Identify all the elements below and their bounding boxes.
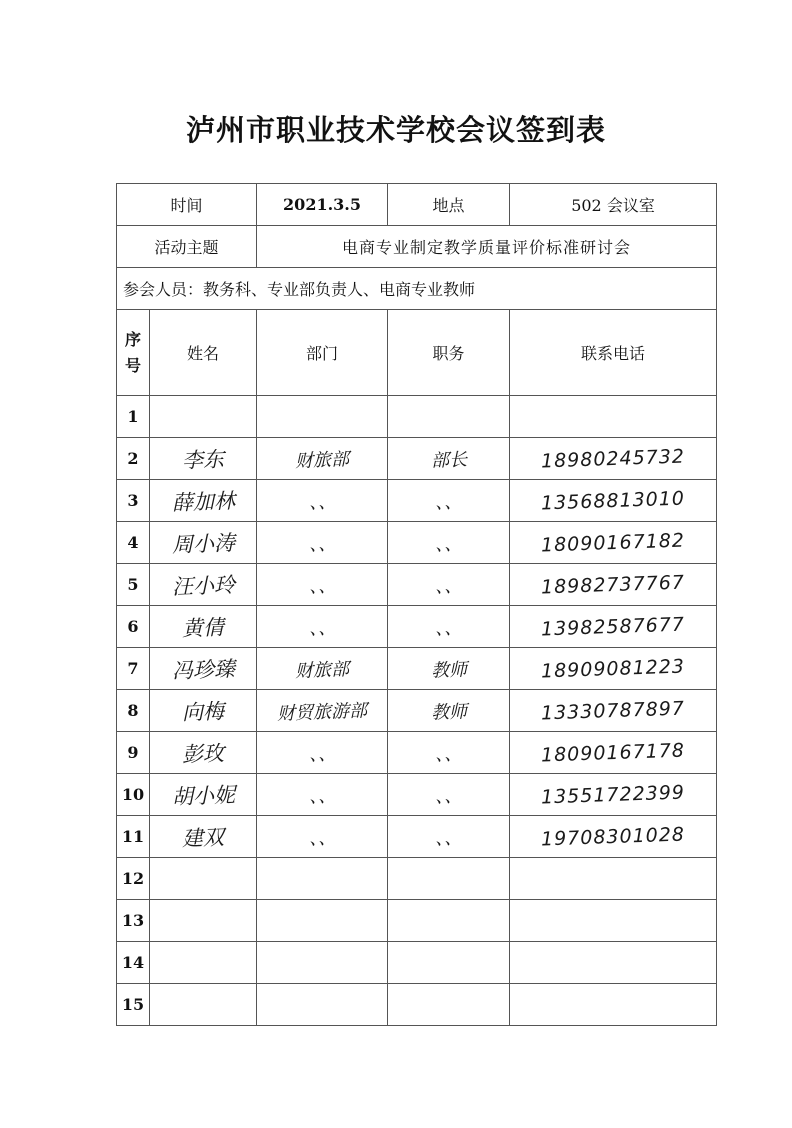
table-row [117,774,717,816]
department-cell [257,900,388,942]
department-cell [257,732,388,774]
row-number-cell [117,774,150,816]
department-cell [257,564,388,606]
attendees-cell [117,268,717,310]
place-value: 502 会议室 [510,184,717,226]
col-seq-header-line-2: 号 [124,355,141,375]
role: 部长 [430,448,467,472]
column-header-row [117,310,717,396]
signature-name: 彭玫 [181,740,225,767]
role-cell [388,900,510,942]
signature-name: 周小涛 [171,530,235,557]
row-number: 1 [127,407,139,426]
role: 教师 [430,658,467,682]
row-number: 13 [121,911,145,930]
department: 、、 [308,533,336,555]
signature-name-cell [150,858,257,900]
table-row [117,858,717,900]
row-number: 11 [121,827,145,846]
topic-label: 活动主题 [117,226,257,268]
department-cell [257,690,388,732]
signature-name: 胡小妮 [171,782,235,809]
attendees-value: 教务科、专业部负责人、电商专业教师 [203,280,476,299]
table-row [117,564,717,606]
page-title: 泸州市职业技术学校会议签到表 [185,113,606,147]
row-number-cell [117,396,150,438]
signature-name-cell [150,900,257,942]
phone-number-cell [510,690,717,732]
phone-number: 18090167182 [540,528,686,557]
row-number-cell [117,522,150,564]
role-cell [388,648,510,690]
department-cell [257,648,388,690]
role: 、、 [434,575,463,597]
table-row [117,438,717,480]
department: 、、 [308,785,336,807]
role-cell [388,732,510,774]
role-cell [388,816,510,858]
phone-number: 18982737767 [540,570,686,599]
phone-number-cell [510,480,717,522]
role-cell [388,438,510,480]
info-row-attendees [117,268,717,310]
department-cell [257,858,388,900]
row-number: 4 [127,533,139,552]
signature-name: 黄倩 [181,614,225,641]
row-number: 3 [127,491,139,510]
time-label: 时间 [117,184,257,226]
role: 、、 [434,785,463,807]
signature-name-cell [150,690,257,732]
phone-number: 13551722399 [540,780,686,809]
department-cell [257,942,388,984]
row-number-cell [117,564,150,606]
table-row [117,900,717,942]
row-number: 9 [127,743,139,762]
attendees-label: 参会人员： [123,280,204,299]
phone-number-cell [510,606,717,648]
phone-number: 13568813010 [540,486,686,515]
signature-name-cell [150,606,257,648]
role-cell [388,564,510,606]
phone-number-cell [510,438,717,480]
department-cell [257,816,388,858]
row-number-cell [117,984,150,1026]
signature-name-cell [150,396,257,438]
row-number: 14 [121,953,145,972]
phone-number-cell [510,522,717,564]
role: 、、 [434,617,463,639]
row-number-cell [117,900,150,942]
role: 、、 [434,827,463,849]
row-number-cell [117,942,150,984]
department: 、、 [308,743,336,765]
department-cell [257,522,388,564]
table-row [117,480,717,522]
row-number: 6 [127,617,139,636]
signature-name-cell [150,564,257,606]
signature-name: 向梅 [181,698,225,725]
signature-name: 建双 [181,824,225,851]
row-number: 8 [127,701,139,720]
signature-name-cell [150,942,257,984]
phone-number-cell [510,774,717,816]
department-cell [257,396,388,438]
department: 、、 [308,575,336,597]
role: 教师 [430,700,467,724]
phone-number-cell [510,648,717,690]
role-cell [388,480,510,522]
role-cell [388,774,510,816]
table-row [117,984,717,1026]
role-cell [388,396,510,438]
role-cell [388,942,510,984]
role-cell [388,690,510,732]
signature-name: 李东 [181,446,225,473]
row-number: 12 [121,869,145,888]
signature-name-cell [150,480,257,522]
signature-name-cell [150,648,257,690]
table-row [117,648,717,690]
signature-name-cell [150,774,257,816]
row-number: 5 [127,575,139,594]
phone-number: 13982587677 [540,612,686,641]
department: 财旅部 [294,658,350,682]
topic-value: 电商专业制定教学质量评价标准研讨会 [257,226,717,268]
role-cell [388,606,510,648]
table-row [117,396,717,438]
row-number-cell [117,438,150,480]
signature-name-cell [150,522,257,564]
row-number: 15 [121,995,145,1014]
sign-in-table [116,183,717,1026]
col-name-header: 姓名 [150,310,257,396]
time-value: 2021.3.5 [257,184,388,226]
phone-number: 13330787897 [540,696,686,725]
signature-name: 汪小玲 [171,572,235,599]
department: 、、 [308,827,336,849]
row-number-cell [117,858,150,900]
department: 财旅部 [294,448,350,472]
signature-name-cell [150,984,257,1026]
department-cell [257,984,388,1026]
signature-name-cell [150,438,257,480]
phone-number: 18909081223 [540,654,686,683]
phone-number: 19708301028 [540,822,686,851]
department-cell [257,774,388,816]
role-cell [388,858,510,900]
phone-number: 18090167178 [540,738,686,767]
department: 财贸旅游部 [276,699,368,725]
col-seq-header-line-1: 序 [124,329,141,349]
row-number-cell [117,816,150,858]
table-row [117,732,717,774]
phone-number-cell [510,564,717,606]
row-number-cell [117,480,150,522]
row-number: 2 [127,449,139,468]
table-row [117,816,717,858]
role-cell [388,522,510,564]
col-role-header: 职务 [388,310,510,396]
table-row [117,522,717,564]
role: 、、 [434,533,463,555]
phone-number-cell [510,942,717,984]
role: 、、 [434,743,463,765]
signature-name-cell [150,732,257,774]
row-number-cell [117,732,150,774]
table-row [117,606,717,648]
role: 、、 [434,491,463,513]
department-cell [257,606,388,648]
table-row [117,942,717,984]
place-label: 地点 [388,184,510,226]
department-cell [257,438,388,480]
signature-name: 冯珍臻 [171,656,235,683]
row-number: 10 [121,785,145,804]
phone-number-cell [510,816,717,858]
phone-number-cell [510,900,717,942]
phone-number-cell [510,732,717,774]
department-cell [257,480,388,522]
department: 、、 [308,491,336,513]
phone-number-cell [510,396,717,438]
role-cell [388,984,510,1026]
row-number-cell [117,648,150,690]
signature-name-cell [150,816,257,858]
phone-number-cell [510,984,717,1026]
col-phone-header: 联系电话 [510,310,717,396]
department: 、、 [308,617,336,639]
phone-number: 18980245732 [540,444,686,473]
info-row-time [117,184,717,226]
phone-number-cell [510,858,717,900]
table-row [117,690,717,732]
row-number-cell [117,606,150,648]
row-number-cell [117,690,150,732]
row-number: 7 [127,659,139,678]
info-row-topic [117,226,717,268]
signature-name: 薛加林 [171,488,235,515]
col-seq-header [117,310,150,396]
col-dept-header: 部门 [257,310,388,396]
